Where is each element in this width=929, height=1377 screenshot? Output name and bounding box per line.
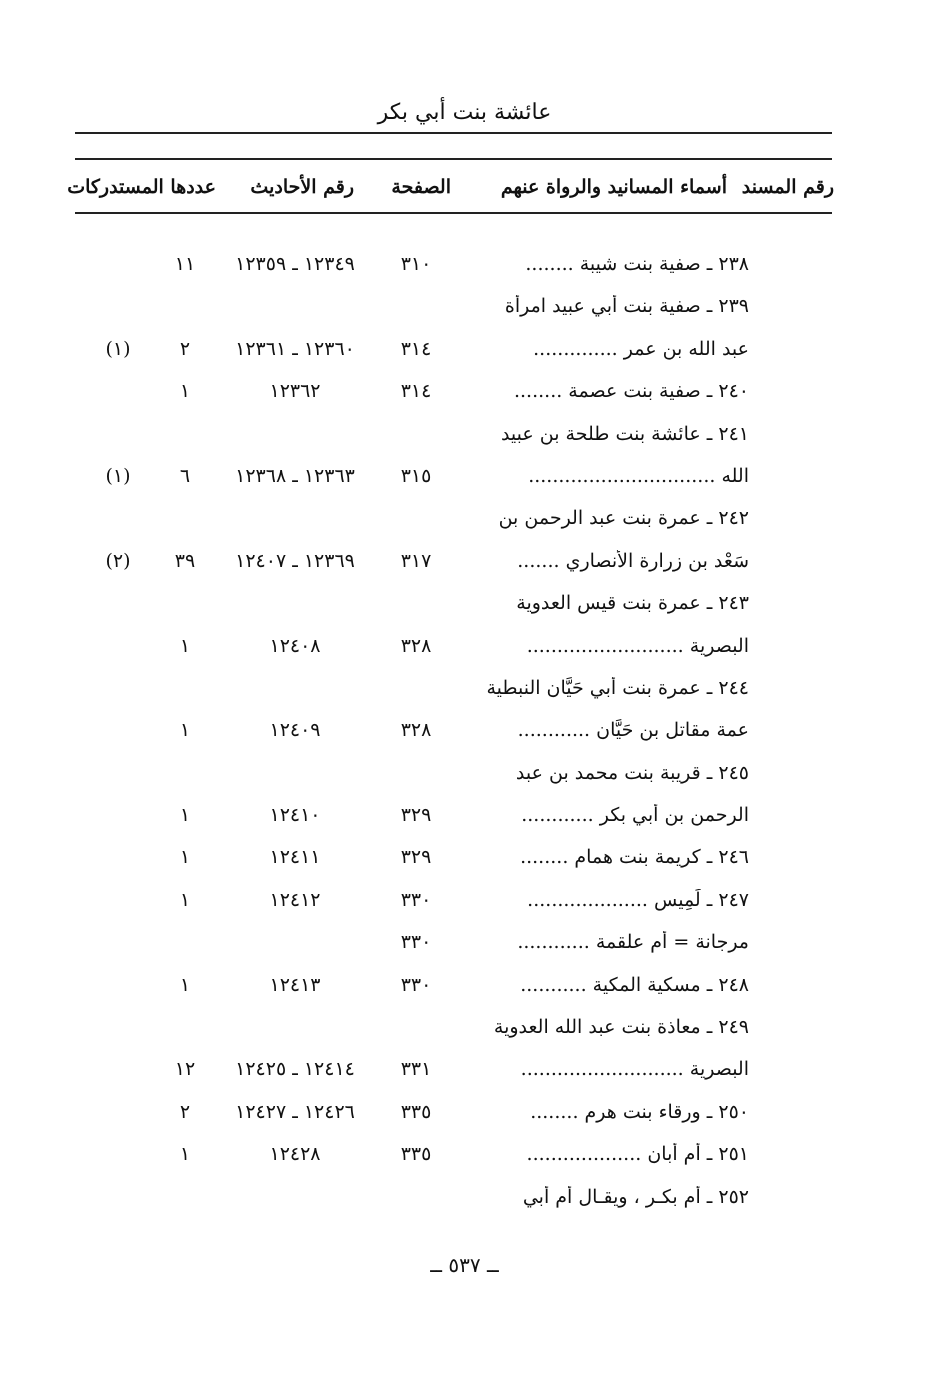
entry-name: الله ............................... bbox=[528, 464, 749, 487]
entry-name: ٢٤٢ ـ عمرة بنت عبد الرحمن بن bbox=[498, 507, 749, 530]
entry-count: ١٢ bbox=[174, 1058, 196, 1081]
header-top-rule bbox=[75, 158, 832, 160]
entry-count: ١١ bbox=[174, 253, 196, 275]
table-row bbox=[0, 1052, 929, 1094]
entry-count: ٢ bbox=[179, 337, 191, 360]
index-table bbox=[0, 247, 929, 1222]
entry-hadith-numbers: ١٢٤١١ bbox=[269, 846, 321, 869]
entry-name: ٢٤٨ ـ مسكية المكية ........... bbox=[520, 973, 749, 996]
entry-hadith-numbers: ١٢٣٦٣ ـ ١٢٣٦٨ bbox=[235, 464, 355, 487]
entry-page: ٣٣٥ bbox=[400, 1100, 432, 1123]
header-page: الصفحة bbox=[391, 176, 451, 198]
entry-page: ٣١٥ bbox=[400, 464, 432, 487]
entry-count: ١ bbox=[179, 1143, 191, 1166]
entry-name: ٢٤١ ـ عائشة بنت طلحة بن عبيد bbox=[500, 422, 749, 445]
entry-hadith-numbers: ١٢٣٤٩ ـ ١٢٣٥٩ bbox=[235, 253, 355, 275]
entry-hadith-numbers: ١٢٤٠٨ bbox=[269, 634, 321, 657]
top-rule bbox=[75, 132, 832, 134]
entry-count: ١ bbox=[179, 804, 191, 827]
entry-name: ٢٤٦ ـ كريمة بنت همام ........ bbox=[520, 846, 749, 869]
entry-name: ٢٥٠ ـ ورقاء بنت هرم ........ bbox=[530, 1100, 749, 1123]
entry-name: ٢٤٧ ـ لَمِيس .................... bbox=[527, 888, 749, 911]
entry-page: ٣٢٨ bbox=[400, 719, 432, 742]
entry-name: ٢٤٥ ـ قريبة بنت محمد بن عبد bbox=[515, 761, 749, 784]
entry-hadith-numbers: ١٢٤٢٨ bbox=[269, 1143, 321, 1166]
entry-name: ٢٤٣ ـ عمرة بنت قيس العدوية bbox=[516, 592, 749, 615]
entry-hadith-numbers: ١٢٤٠٩ bbox=[269, 719, 321, 742]
entry-count: ٢ bbox=[179, 1100, 191, 1123]
entry-page: ٣١٤ bbox=[400, 380, 432, 403]
entry-count: ١ bbox=[179, 634, 191, 657]
entry-name: ٢٤٤ ـ عمرة بنت أبي حَيَّان النبطية bbox=[486, 676, 749, 699]
entry-page: ٣١٠ bbox=[400, 253, 432, 275]
entry-name: سَعْد بن زرارة الأنصاري ....... bbox=[517, 549, 749, 572]
table-header bbox=[0, 176, 929, 212]
entry-mustadrakat: (١) bbox=[105, 464, 131, 487]
entry-page: ٣٣٠ bbox=[400, 973, 432, 996]
entry-name: ٢٣٨ ـ صفية بنت شيبة ........ bbox=[525, 253, 749, 275]
table-row bbox=[0, 289, 929, 331]
entry-mustadrakat: (٢) bbox=[105, 549, 131, 572]
entry-page: ٣٣١ bbox=[400, 1058, 432, 1081]
table-row bbox=[0, 925, 929, 967]
table-row bbox=[0, 247, 929, 289]
entry-name: البصرية .......................... bbox=[526, 634, 749, 657]
table-row bbox=[0, 544, 929, 586]
table-row bbox=[0, 671, 929, 713]
entry-name: البصرية ........................... bbox=[520, 1058, 749, 1081]
header-names: أسماء المسانيد والرواة عنهم bbox=[500, 176, 727, 198]
entry-page: ٣١٧ bbox=[400, 549, 432, 572]
table-row bbox=[0, 417, 929, 459]
table-row bbox=[0, 374, 929, 416]
entry-count: ٣٩ bbox=[174, 549, 196, 572]
entry-count: ٦ bbox=[179, 464, 191, 487]
entry-name: ٢٤٠ ـ صفية بنت عصمة ........ bbox=[513, 380, 749, 403]
table-row bbox=[0, 586, 929, 628]
entry-hadith-numbers: ١٢٤١٢ bbox=[269, 888, 321, 911]
table-row bbox=[0, 756, 929, 798]
entry-page: ٣١٤ bbox=[400, 337, 432, 360]
entry-mustadrakat: (١) bbox=[105, 337, 131, 360]
entry-hadith-numbers: ١٢٤١٠ bbox=[269, 804, 321, 827]
entry-name: عمة مقاتل بن حَيَّان ............ bbox=[517, 719, 749, 742]
entry-name: الرحمن بن أبي بكر ............ bbox=[521, 804, 749, 827]
table-row bbox=[0, 459, 929, 501]
entry-hadith-numbers: ١٢٤٢٦ ـ ١٢٤٢٧ bbox=[235, 1100, 355, 1123]
table-row bbox=[0, 883, 929, 925]
entry-name: عبد الله بن عمر .............. bbox=[533, 337, 749, 360]
entry-page: ٣٣٠ bbox=[400, 888, 432, 911]
entry-page: ٣٣٥ bbox=[400, 1143, 432, 1166]
entry-hadith-numbers: ١٢٣٦٠ ـ ١٢٣٦١ bbox=[235, 337, 355, 360]
entry-count: ١ bbox=[179, 846, 191, 869]
entry-page: ٣٢٨ bbox=[400, 634, 432, 657]
table-row bbox=[0, 1010, 929, 1052]
entry-name: ٢٥١ ـ أم أبان ................... bbox=[526, 1143, 749, 1166]
entry-name: ٢٥٢ ـ أم بكـر ، ويقـال أم أبي bbox=[522, 1185, 749, 1208]
entry-count: ١ bbox=[179, 973, 191, 996]
header-count-mustadrakat: عددها المستدركات bbox=[67, 176, 216, 198]
table-row bbox=[0, 1180, 929, 1222]
table-row bbox=[0, 1137, 929, 1179]
table-row bbox=[0, 713, 929, 755]
header-musnad-no: رقم المسند bbox=[741, 176, 834, 198]
entry-name: ٢٤٩ ـ معاذة بنت عبد الله العدوية bbox=[493, 1016, 749, 1039]
table-row bbox=[0, 798, 929, 840]
table-row bbox=[0, 332, 929, 374]
entry-count: ١ bbox=[179, 888, 191, 911]
entry-count: ١ bbox=[179, 719, 191, 742]
entry-page: ٣٢٩ bbox=[400, 804, 432, 827]
running-title: عائشة بنت أبي بكر bbox=[377, 100, 552, 125]
entry-count: ١ bbox=[179, 380, 191, 403]
entry-name: مرجانة = أم علقمة ............ bbox=[517, 931, 749, 954]
entry-hadith-numbers: ١٢٣٦٩ ـ ١٢٤٠٧ bbox=[235, 549, 355, 572]
entry-hadith-numbers: ١٢٣٦٢ bbox=[269, 380, 321, 403]
table-row bbox=[0, 501, 929, 543]
entry-page: ٣٢٩ bbox=[400, 846, 432, 869]
entry-name: ٢٣٩ ـ صفية بنت أبي عبيد امرأة bbox=[504, 295, 749, 318]
table-row bbox=[0, 840, 929, 882]
entry-hadith-numbers: ١٢٤١٣ bbox=[269, 973, 321, 996]
page-number: ــ ٥٣٧ ــ bbox=[430, 1253, 499, 1277]
table-row bbox=[0, 629, 929, 671]
header-hadith-numbers: رقم الأحاديث bbox=[250, 176, 354, 198]
entry-page: ٣٣٠ bbox=[400, 931, 432, 954]
header-bottom-rule bbox=[75, 212, 832, 214]
table-row bbox=[0, 1095, 929, 1137]
table-row bbox=[0, 968, 929, 1010]
entry-hadith-numbers: ١٢٤١٤ ـ ١٢٤٢٥ bbox=[235, 1058, 355, 1081]
